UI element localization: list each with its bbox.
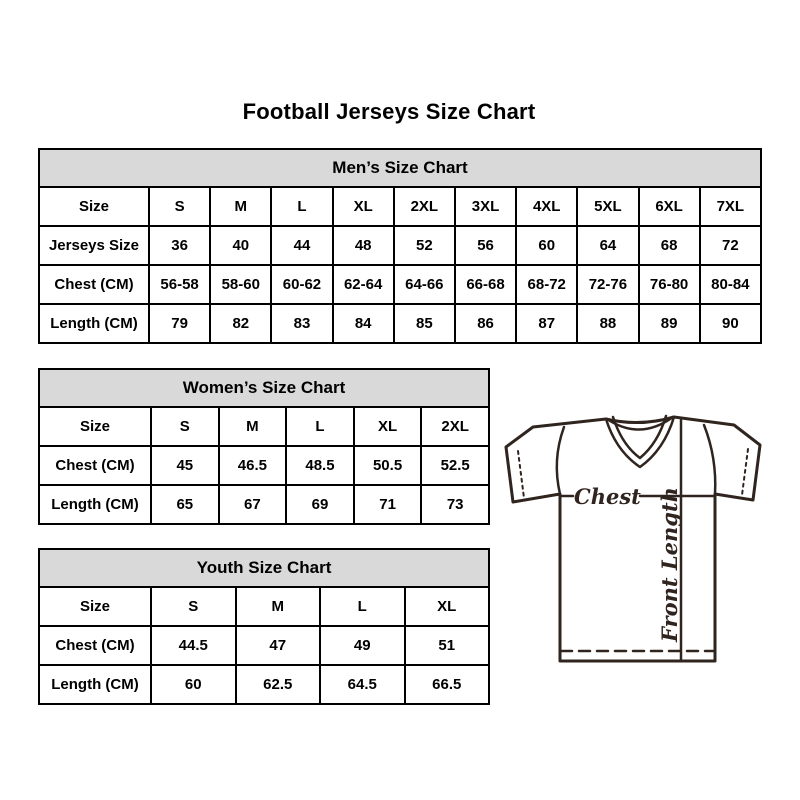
table-row (39, 187, 761, 226)
table-cell: 86 (455, 304, 516, 343)
table-row (39, 265, 761, 304)
mens-size-chart-table (38, 148, 762, 344)
table-cell: 66-68 (455, 265, 516, 304)
table-row (39, 626, 489, 665)
table-cell: M (210, 187, 271, 226)
table-cell: 2XL (394, 187, 455, 226)
table-row (39, 304, 761, 343)
table-cell: 72-76 (577, 265, 638, 304)
table-row (39, 587, 489, 626)
table-cell: 76-80 (639, 265, 700, 304)
section-header-row (39, 369, 489, 407)
table-cell: 50.5 (354, 446, 422, 485)
section-header-row (39, 149, 761, 187)
table-cell: M (219, 407, 287, 446)
page-title: Football Jerseys Size Chart (242, 99, 536, 124)
row-label: Chest (CM) (39, 446, 151, 485)
table-cell: 44 (271, 226, 332, 265)
table-cell: S (149, 187, 210, 226)
table-cell: 62-64 (333, 265, 394, 304)
table-cell: 48 (333, 226, 394, 265)
womens-size-chart-table (38, 368, 490, 525)
table-cell: XL (405, 587, 490, 626)
table-cell: 52.5 (421, 446, 489, 485)
row-label: Chest (CM) (39, 626, 151, 665)
table-cell: 47 (236, 626, 321, 665)
table-cell: 4XL (516, 187, 577, 226)
table-cell: 68-72 (516, 265, 577, 304)
table-cell: 85 (394, 304, 455, 343)
table-cell: 40 (210, 226, 271, 265)
row-label: Size (39, 187, 149, 226)
row-label: Size (39, 587, 151, 626)
table-cell: 44.5 (151, 626, 236, 665)
jersey-measurement-diagram (503, 414, 763, 666)
table-cell: 72 (700, 226, 761, 265)
table-cell: S (151, 587, 236, 626)
table-row (39, 446, 489, 485)
table-cell: M (236, 587, 321, 626)
row-label: Length (CM) (39, 665, 151, 704)
table-cell: 3XL (455, 187, 516, 226)
chest-label: Chest (574, 484, 641, 509)
youth-size-chart-table (38, 548, 490, 705)
table-cell: 36 (149, 226, 210, 265)
table-cell: 83 (271, 304, 332, 343)
table-cell: 60 (516, 226, 577, 265)
table-row (39, 226, 761, 265)
table-title: Youth Size Chart (39, 549, 489, 587)
table-cell: 87 (516, 304, 577, 343)
table-cell: 56 (455, 226, 516, 265)
table-cell: 69 (286, 485, 354, 524)
table-cell: 88 (577, 304, 638, 343)
table-cell: 45 (151, 446, 219, 485)
table-cell: 68 (639, 226, 700, 265)
table-cell: 6XL (639, 187, 700, 226)
table-row (39, 665, 489, 704)
table-cell: 48.5 (286, 446, 354, 485)
table-title: Women’s Size Chart (39, 369, 489, 407)
table-cell: 60 (151, 665, 236, 704)
table-cell: 90 (700, 304, 761, 343)
table-cell: 58-60 (210, 265, 271, 304)
table-cell: 67 (219, 485, 287, 524)
table-cell: 60-62 (271, 265, 332, 304)
table-cell: 56-58 (149, 265, 210, 304)
table-cell: S (151, 407, 219, 446)
table-cell: 52 (394, 226, 455, 265)
table-cell: 62.5 (236, 665, 321, 704)
table-cell: XL (354, 407, 422, 446)
table-cell: 71 (354, 485, 422, 524)
table-cell: L (271, 187, 332, 226)
table-cell: 64.5 (320, 665, 405, 704)
table-cell: 5XL (577, 187, 638, 226)
table-cell: XL (333, 187, 394, 226)
table-cell: 65 (151, 485, 219, 524)
table-row (39, 485, 489, 524)
table-cell: 46.5 (219, 446, 287, 485)
table-cell: 79 (149, 304, 210, 343)
table-cell: 66.5 (405, 665, 490, 704)
table-cell: 84 (333, 304, 394, 343)
table-cell: L (286, 407, 354, 446)
table-cell: 7XL (700, 187, 761, 226)
row-label: Jerseys Size (39, 226, 149, 265)
table-cell: 49 (320, 626, 405, 665)
table-cell: 64 (577, 226, 638, 265)
row-label: Length (CM) (39, 485, 151, 524)
table-cell: L (320, 587, 405, 626)
table-title: Men’s Size Chart (39, 149, 761, 187)
row-label: Chest (CM) (39, 265, 149, 304)
table-cell: 82 (210, 304, 271, 343)
table-cell: 2XL (421, 407, 489, 446)
table-cell: 89 (639, 304, 700, 343)
table-row (39, 407, 489, 446)
jersey-diagram-svg (503, 414, 763, 666)
table-cell: 51 (405, 626, 490, 665)
front-length-label: Front Length (657, 487, 682, 642)
row-label: Size (39, 407, 151, 446)
row-label: Length (CM) (39, 304, 149, 343)
table-cell: 80-84 (700, 265, 761, 304)
table-cell: 73 (421, 485, 489, 524)
table-cell: 64-66 (394, 265, 455, 304)
section-header-row (39, 549, 489, 587)
